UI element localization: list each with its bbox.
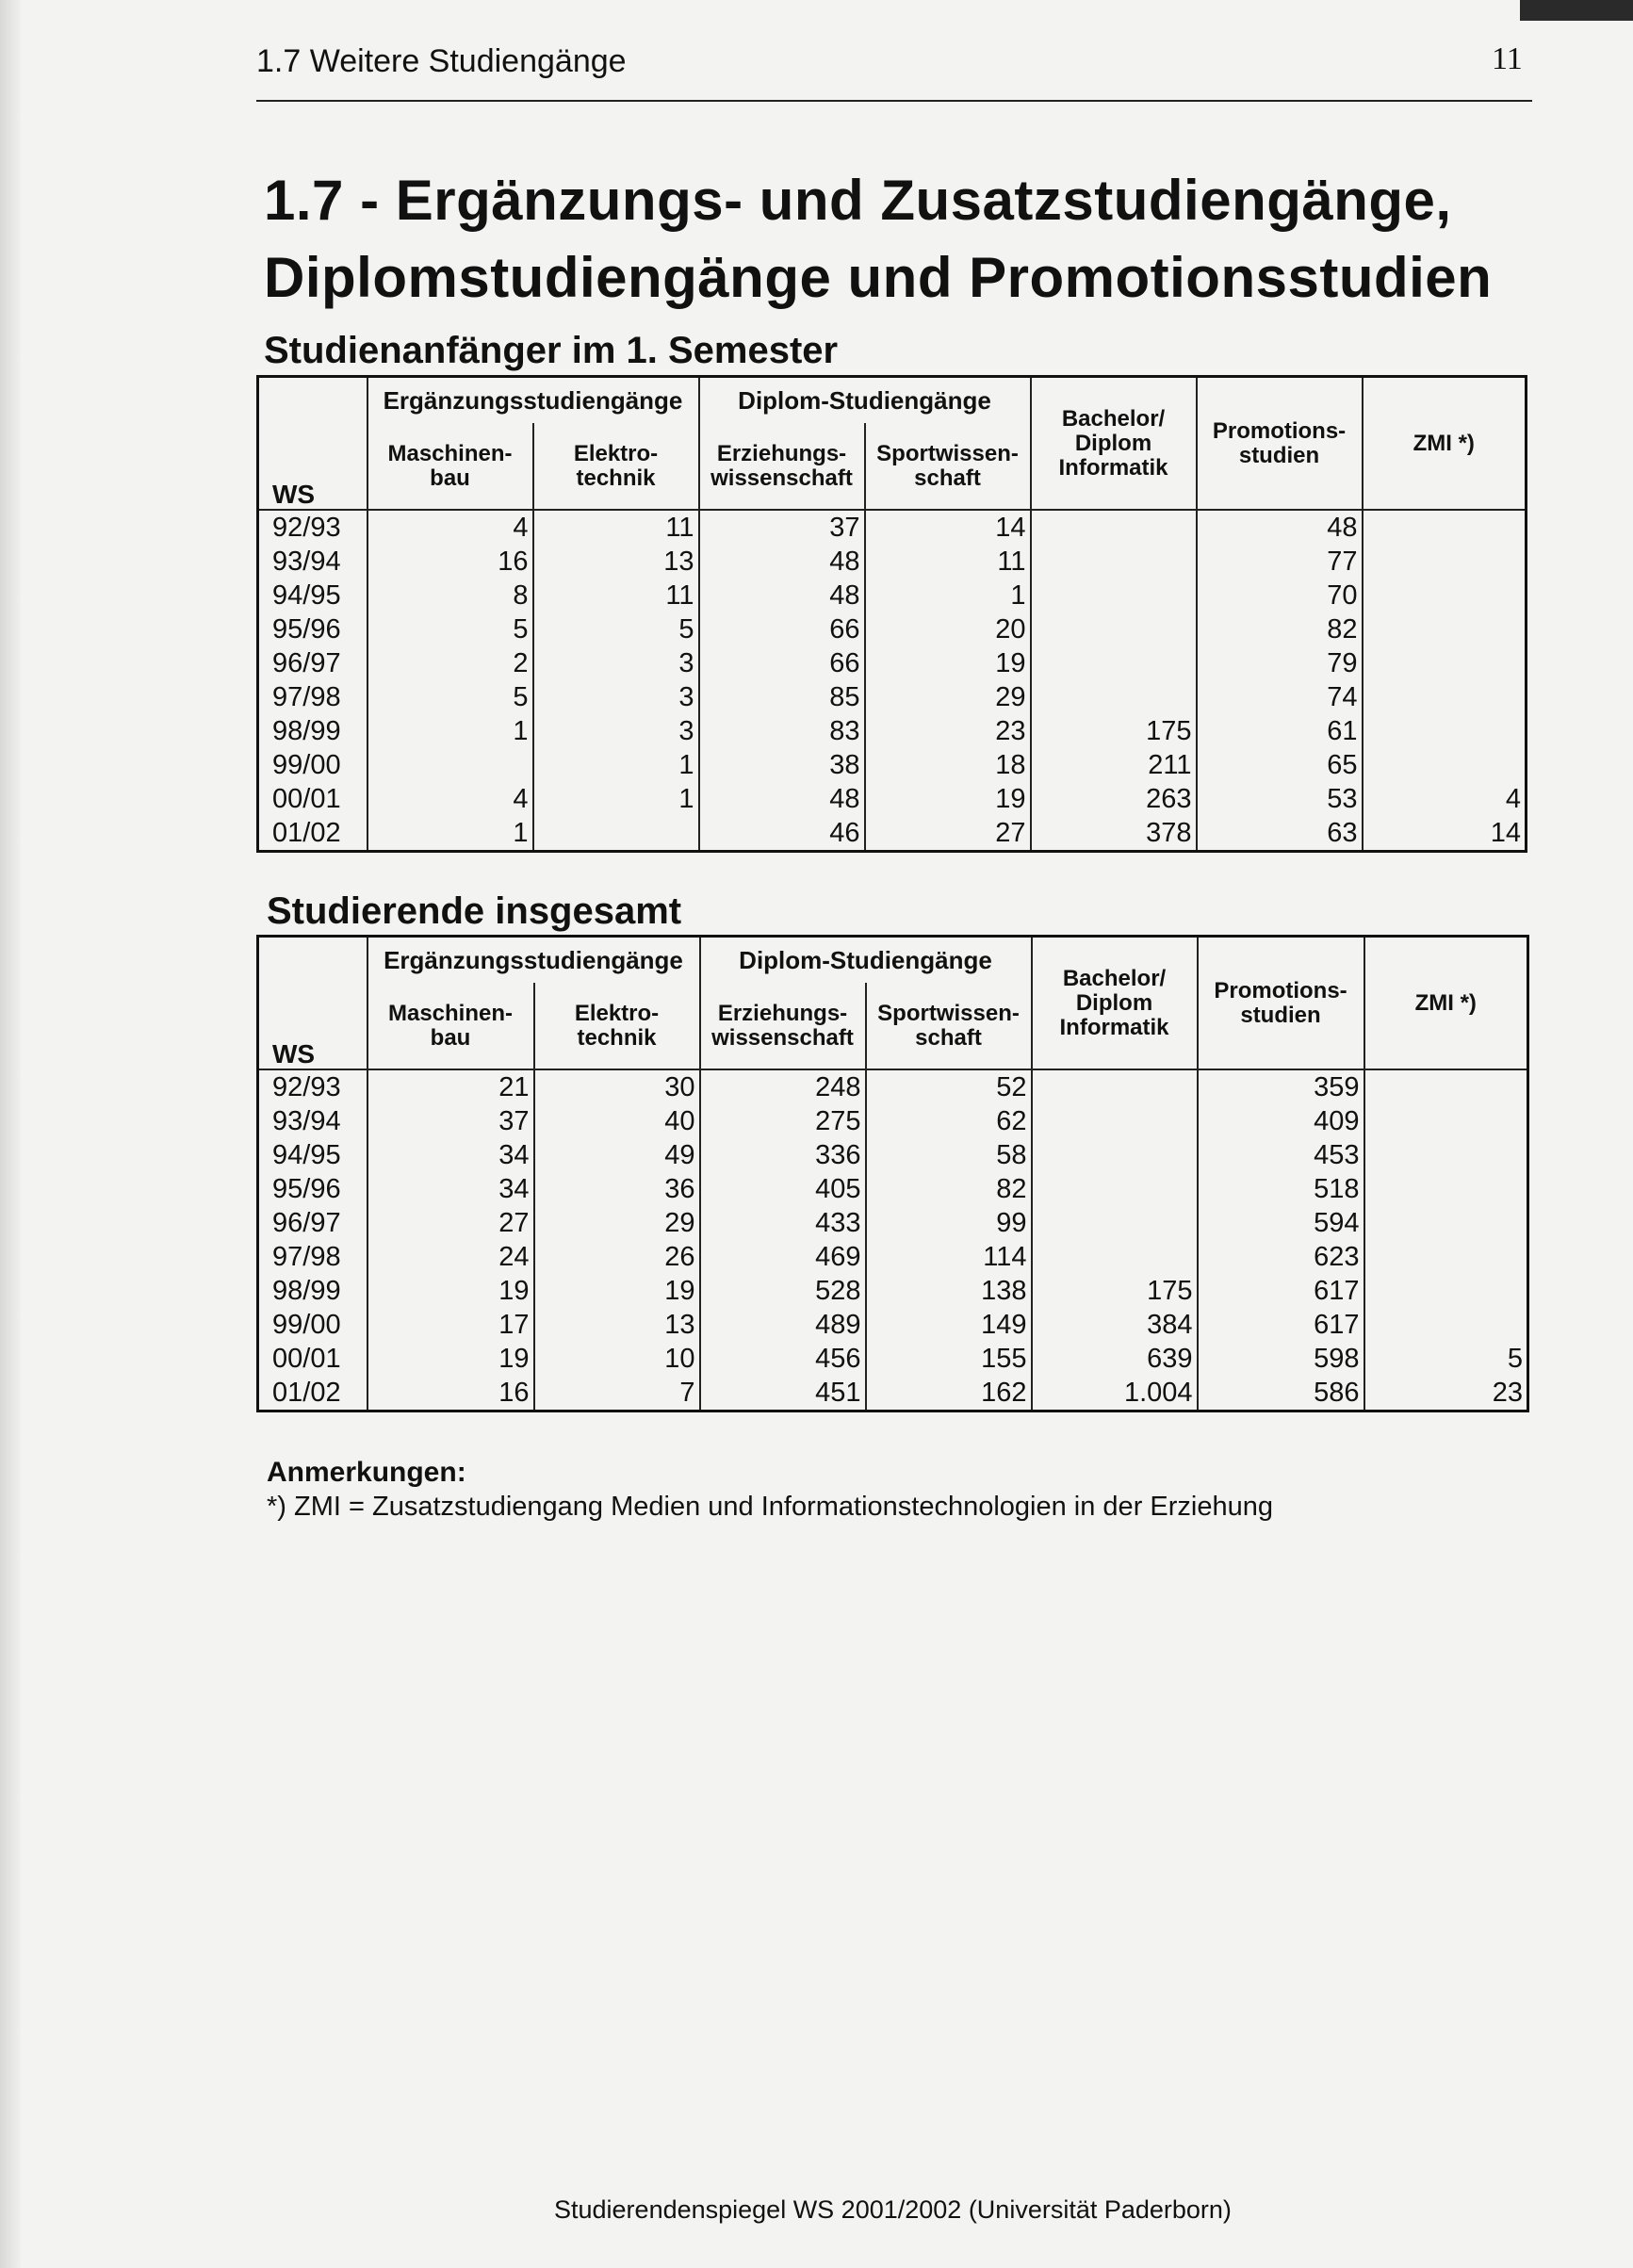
column-header-ws: WS [258,377,367,511]
cell-value-ps: 79 [1197,646,1363,680]
table-row [258,1240,1528,1274]
cell-semester: 01/02 [258,1376,367,1411]
table-row [258,782,1527,816]
cell-value-mb: 8 [367,579,533,612]
column-header-ws: WS [258,937,367,1070]
column-header-elektrotechnik-line: Elektro- [574,1000,660,1026]
cell-value-sw: 1 [865,579,1031,612]
group-header-ergaenzung: Ergänzungsstudiengänge [367,377,699,424]
cell-value-bi [1031,646,1197,680]
column-header-maschinenbau-line: Maschinen- [387,1000,514,1026]
cell-value-mb: 4 [367,782,533,816]
cell-value-ps: 586 [1198,1376,1364,1411]
cell-value-et [533,816,699,852]
cell-value-ew: 248 [700,1069,866,1104]
cell-semester: 94/95 [258,1138,367,1172]
cell-value-et: 3 [533,680,699,714]
table2-body [258,1069,1528,1411]
page-title [264,162,1564,317]
table-studienanfaenger [256,375,1527,853]
cell-value-ew: 456 [700,1342,866,1376]
cell-value-sw: 114 [866,1240,1032,1274]
cell-value-zmi [1363,510,1527,545]
cell-value-et: 1 [533,748,699,782]
cell-value-mb: 2 [367,646,533,680]
cell-value-zmi [1364,1172,1528,1206]
scan-corner [1520,0,1633,21]
cell-value-sw: 52 [866,1069,1032,1104]
cell-value-ew: 85 [699,680,865,714]
cell-value-ps: 598 [1198,1342,1364,1376]
cell-value-bi [1032,1104,1198,1138]
notes-heading: Anmerkungen: [267,1457,466,1488]
column-header-sport-line: Sportwissen- [877,1000,1020,1026]
column-header-bachelor-line: Informatik [1058,454,1168,481]
column-header-erziehung-line: wissenschaft [711,1024,854,1051]
table-row [258,1104,1528,1138]
cell-value-ew: 433 [700,1206,866,1240]
cell-value-et: 13 [534,1308,700,1342]
column-header-erziehung-line: Erziehungs- [716,440,847,466]
cell-value-bi: 175 [1031,714,1197,748]
cell-value-mb: 34 [367,1138,534,1172]
column-header-promotion [1197,377,1363,511]
cell-value-bi: 1.004 [1032,1376,1198,1411]
cell-value-bi [1031,510,1197,545]
cell-value-sw: 11 [865,545,1031,579]
cell-value-zmi [1364,1206,1528,1240]
cell-value-mb: 5 [367,680,533,714]
cell-value-ew: 48 [699,782,865,816]
column-header-sport [866,983,1032,1069]
table-row [258,1342,1528,1376]
cell-semester: 97/98 [258,1240,367,1274]
cell-semester: 95/96 [258,612,367,646]
table-row [258,510,1527,545]
column-header-zmi: ZMI *) [1364,937,1528,1070]
cell-value-ps: 82 [1197,612,1363,646]
cell-value-ps: 623 [1198,1240,1364,1274]
cell-value-sw: 20 [865,612,1031,646]
cell-value-et: 11 [533,510,699,545]
cell-semester: 92/93 [258,510,367,545]
column-header-maschinenbau [367,423,533,510]
cell-value-sw: 99 [866,1206,1032,1240]
cell-value-ps: 617 [1198,1274,1364,1308]
group-header-diplom: Diplom-Studiengänge [700,937,1032,984]
column-header-bachelor [1032,937,1198,1070]
cell-value-mb: 21 [367,1069,534,1104]
column-header-maschinenbau [367,983,534,1069]
column-header-erziehung [699,423,865,510]
column-header-sport-line: Sportwissen- [876,440,1019,466]
cell-semester: 99/00 [258,1308,367,1342]
cell-value-et: 36 [534,1172,700,1206]
cell-value-ps: 61 [1197,714,1363,748]
column-header-promotion-line: studien [1240,1002,1321,1028]
cell-value-sw: 14 [865,510,1031,545]
cell-value-et: 30 [534,1069,700,1104]
cell-value-et: 3 [533,714,699,748]
cell-semester: 92/93 [258,1069,367,1104]
cell-value-bi [1031,612,1197,646]
table-row [258,1172,1528,1206]
cell-value-zmi [1364,1069,1528,1104]
cell-value-zmi [1363,680,1527,714]
cell-value-zmi [1363,714,1527,748]
cell-value-mb: 16 [367,1376,534,1411]
table1-heading: Studienanfänger im 1. Semester [264,330,839,371]
cell-value-sw: 19 [865,782,1031,816]
column-header-bachelor [1031,377,1197,511]
cell-value-ew: 48 [699,579,865,612]
cell-value-mb: 34 [367,1172,534,1206]
cell-value-ps: 53 [1197,782,1363,816]
cell-value-bi [1032,1240,1198,1274]
table-row [258,1138,1528,1172]
cell-value-ew: 489 [700,1308,866,1342]
cell-value-ps: 594 [1198,1206,1364,1240]
cell-value-et: 40 [534,1104,700,1138]
cell-value-mb: 4 [367,510,533,545]
cell-value-ew: 451 [700,1376,866,1411]
cell-value-bi: 211 [1031,748,1197,782]
cell-value-bi [1031,579,1197,612]
cell-value-ps: 77 [1197,545,1363,579]
cell-value-bi [1032,1206,1198,1240]
column-header-elektrotechnik [534,983,700,1069]
cell-value-et: 13 [533,545,699,579]
cell-value-ew: 275 [700,1104,866,1138]
page-title-line-1: 1.7 - Ergänzungs- und Zusatzstudiengänge, [264,169,1452,232]
cell-semester: 96/97 [258,646,367,680]
column-header-elektrotechnik-line: Elektro- [573,440,659,466]
page-number: 11 [1492,41,1523,76]
cell-value-bi [1031,545,1197,579]
column-header-bachelor-line: Informatik [1059,1014,1169,1040]
column-header-bachelor-line: Bachelor/ [1062,965,1167,991]
cell-value-mb: 17 [367,1308,534,1342]
cell-value-zmi [1364,1104,1528,1138]
cell-value-bi: 384 [1032,1308,1198,1342]
cell-value-mb: 1 [367,816,533,852]
cell-semester: 98/99 [258,1274,367,1308]
cell-value-zmi [1364,1308,1528,1342]
cell-value-bi [1032,1069,1198,1104]
cell-value-ps: 453 [1198,1138,1364,1172]
cell-value-ps: 359 [1198,1069,1364,1104]
notes-text: *) ZMI = Zusatzstudiengang Medien und Informationstechnologien in der Erziehung [267,1492,1273,1522]
cell-semester: 94/95 [258,579,367,612]
cell-value-ew: 528 [700,1274,866,1308]
cell-value-ew: 66 [699,612,865,646]
cell-value-zmi: 23 [1364,1376,1528,1411]
cell-value-sw: 62 [866,1104,1032,1138]
cell-value-ew: 37 [699,510,865,545]
column-header-elektrotechnik [533,423,699,510]
table-row [258,680,1527,714]
cell-value-sw: 19 [865,646,1031,680]
cell-value-sw: 82 [866,1172,1032,1206]
cell-value-mb: 5 [367,612,533,646]
cell-value-bi: 378 [1031,816,1197,852]
column-header-sport-line: schaft [915,1024,982,1051]
cell-value-sw: 27 [865,816,1031,852]
cell-value-zmi [1364,1274,1528,1308]
cell-value-ps: 617 [1198,1308,1364,1342]
cell-value-ew: 66 [699,646,865,680]
cell-semester: 00/01 [258,782,367,816]
table-row [258,579,1527,612]
column-header-erziehung-line: wissenschaft [710,465,853,491]
cell-value-et: 3 [533,646,699,680]
table-row [258,714,1527,748]
cell-value-zmi [1363,579,1527,612]
cell-semester: 99/00 [258,748,367,782]
cell-value-mb [367,748,533,782]
cell-value-zmi: 4 [1363,782,1527,816]
table-studierende-insgesamt [256,935,1529,1412]
header-rule [256,100,1532,102]
table1-body [258,510,1527,852]
cell-semester: 98/99 [258,714,367,748]
page-title-line-2: Diplomstudiengänge und Promotionsstudien [264,246,1493,309]
column-header-erziehung-line: Erziehungs- [717,1000,848,1026]
column-header-promotion-line: Promotions- [1214,977,1347,1003]
cell-value-et: 26 [534,1240,700,1274]
cell-semester: 96/97 [258,1206,367,1240]
cell-value-zmi [1363,646,1527,680]
cell-value-sw: 18 [865,748,1031,782]
cell-value-mb: 19 [367,1342,534,1376]
cell-value-et: 10 [534,1342,700,1376]
column-header-erziehung [700,983,866,1069]
table-row [258,1376,1528,1411]
cell-semester: 95/96 [258,1172,367,1206]
cell-value-sw: 162 [866,1376,1032,1411]
cell-value-sw: 149 [866,1308,1032,1342]
cell-value-ew: 38 [699,748,865,782]
cell-value-ew: 46 [699,816,865,852]
cell-semester: 00/01 [258,1342,367,1376]
column-header-promotion-line: studien [1238,442,1320,468]
cell-value-ew: 83 [699,714,865,748]
table-row [258,1274,1528,1308]
column-header-bachelor-line: Diplom [1075,989,1153,1016]
table-row [258,1069,1528,1104]
table-row [258,612,1527,646]
cell-value-ew: 336 [700,1138,866,1172]
cell-value-et: 19 [534,1274,700,1308]
cell-semester: 93/94 [258,1104,367,1138]
cell-value-zmi [1363,748,1527,782]
cell-semester: 93/94 [258,545,367,579]
cell-value-ps: 70 [1197,579,1363,612]
column-header-promotion-line: Promotions- [1212,417,1347,444]
table-row [258,1308,1528,1342]
cell-value-ew: 48 [699,545,865,579]
cell-value-mb: 37 [367,1104,534,1138]
cell-value-ew: 405 [700,1172,866,1206]
cell-value-bi: 639 [1032,1342,1198,1376]
group-header-ergaenzung: Ergänzungsstudiengänge [367,937,700,984]
cell-value-bi [1032,1172,1198,1206]
cell-value-zmi: 5 [1364,1342,1528,1376]
cell-value-mb: 19 [367,1274,534,1308]
page-edge-shadow [0,0,21,2268]
cell-value-et: 11 [533,579,699,612]
column-header-promotion [1198,937,1364,1070]
cell-value-ew: 469 [700,1240,866,1274]
column-header-elektrotechnik-line: technik [576,465,656,491]
cell-value-ps: 518 [1198,1172,1364,1206]
column-header-bachelor-line: Bachelor/ [1061,405,1166,432]
cell-value-bi [1032,1138,1198,1172]
cell-value-sw: 138 [866,1274,1032,1308]
cell-value-et: 29 [534,1206,700,1240]
cell-value-mb: 24 [367,1240,534,1274]
column-header-elektrotechnik-line: technik [577,1024,657,1051]
table-row [258,646,1527,680]
cell-value-mb: 27 [367,1206,534,1240]
cell-value-et: 49 [534,1138,700,1172]
cell-value-ps: 63 [1197,816,1363,852]
column-header-zmi: ZMI *) [1363,377,1527,511]
cell-value-zmi [1364,1240,1528,1274]
table2-heading: Studierende insgesamt [267,890,682,932]
cell-value-et: 1 [533,782,699,816]
running-header-section: 1.7 Weitere Studiengänge [256,43,627,79]
cell-value-mb: 1 [367,714,533,748]
cell-value-sw: 29 [865,680,1031,714]
column-header-bachelor-line: Diplom [1074,430,1152,456]
cell-value-mb: 16 [367,545,533,579]
cell-value-ps: 48 [1197,510,1363,545]
group-header-diplom: Diplom-Studiengänge [699,377,1031,424]
cell-value-ps: 65 [1197,748,1363,782]
page-footer: Studierendenspiegel WS 2001/2002 (Universität Paderborn) [554,2195,1232,2224]
cell-value-sw: 58 [866,1138,1032,1172]
cell-value-et: 7 [534,1376,700,1411]
cell-value-et: 5 [533,612,699,646]
table-row [258,748,1527,782]
column-header-maschinenbau-line: bau [430,465,470,491]
cell-value-bi: 175 [1032,1274,1198,1308]
column-header-maschinenbau-line: Maschinen- [387,440,513,466]
column-header-maschinenbau-line: bau [430,1024,471,1051]
cell-value-sw: 155 [866,1342,1032,1376]
cell-value-sw: 23 [865,714,1031,748]
cell-value-bi [1031,680,1197,714]
cell-value-ps: 409 [1198,1104,1364,1138]
cell-value-ps: 74 [1197,680,1363,714]
table-row [258,545,1527,579]
cell-semester: 97/98 [258,680,367,714]
cell-value-zmi: 14 [1363,816,1527,852]
cell-value-zmi [1364,1138,1528,1172]
table-row [258,1206,1528,1240]
cell-value-zmi [1363,612,1527,646]
cell-value-bi: 263 [1031,782,1197,816]
cell-semester: 01/02 [258,816,367,852]
cell-value-zmi [1363,545,1527,579]
column-header-sport-line: schaft [914,465,981,491]
table-row [258,816,1527,852]
column-header-sport [865,423,1031,510]
